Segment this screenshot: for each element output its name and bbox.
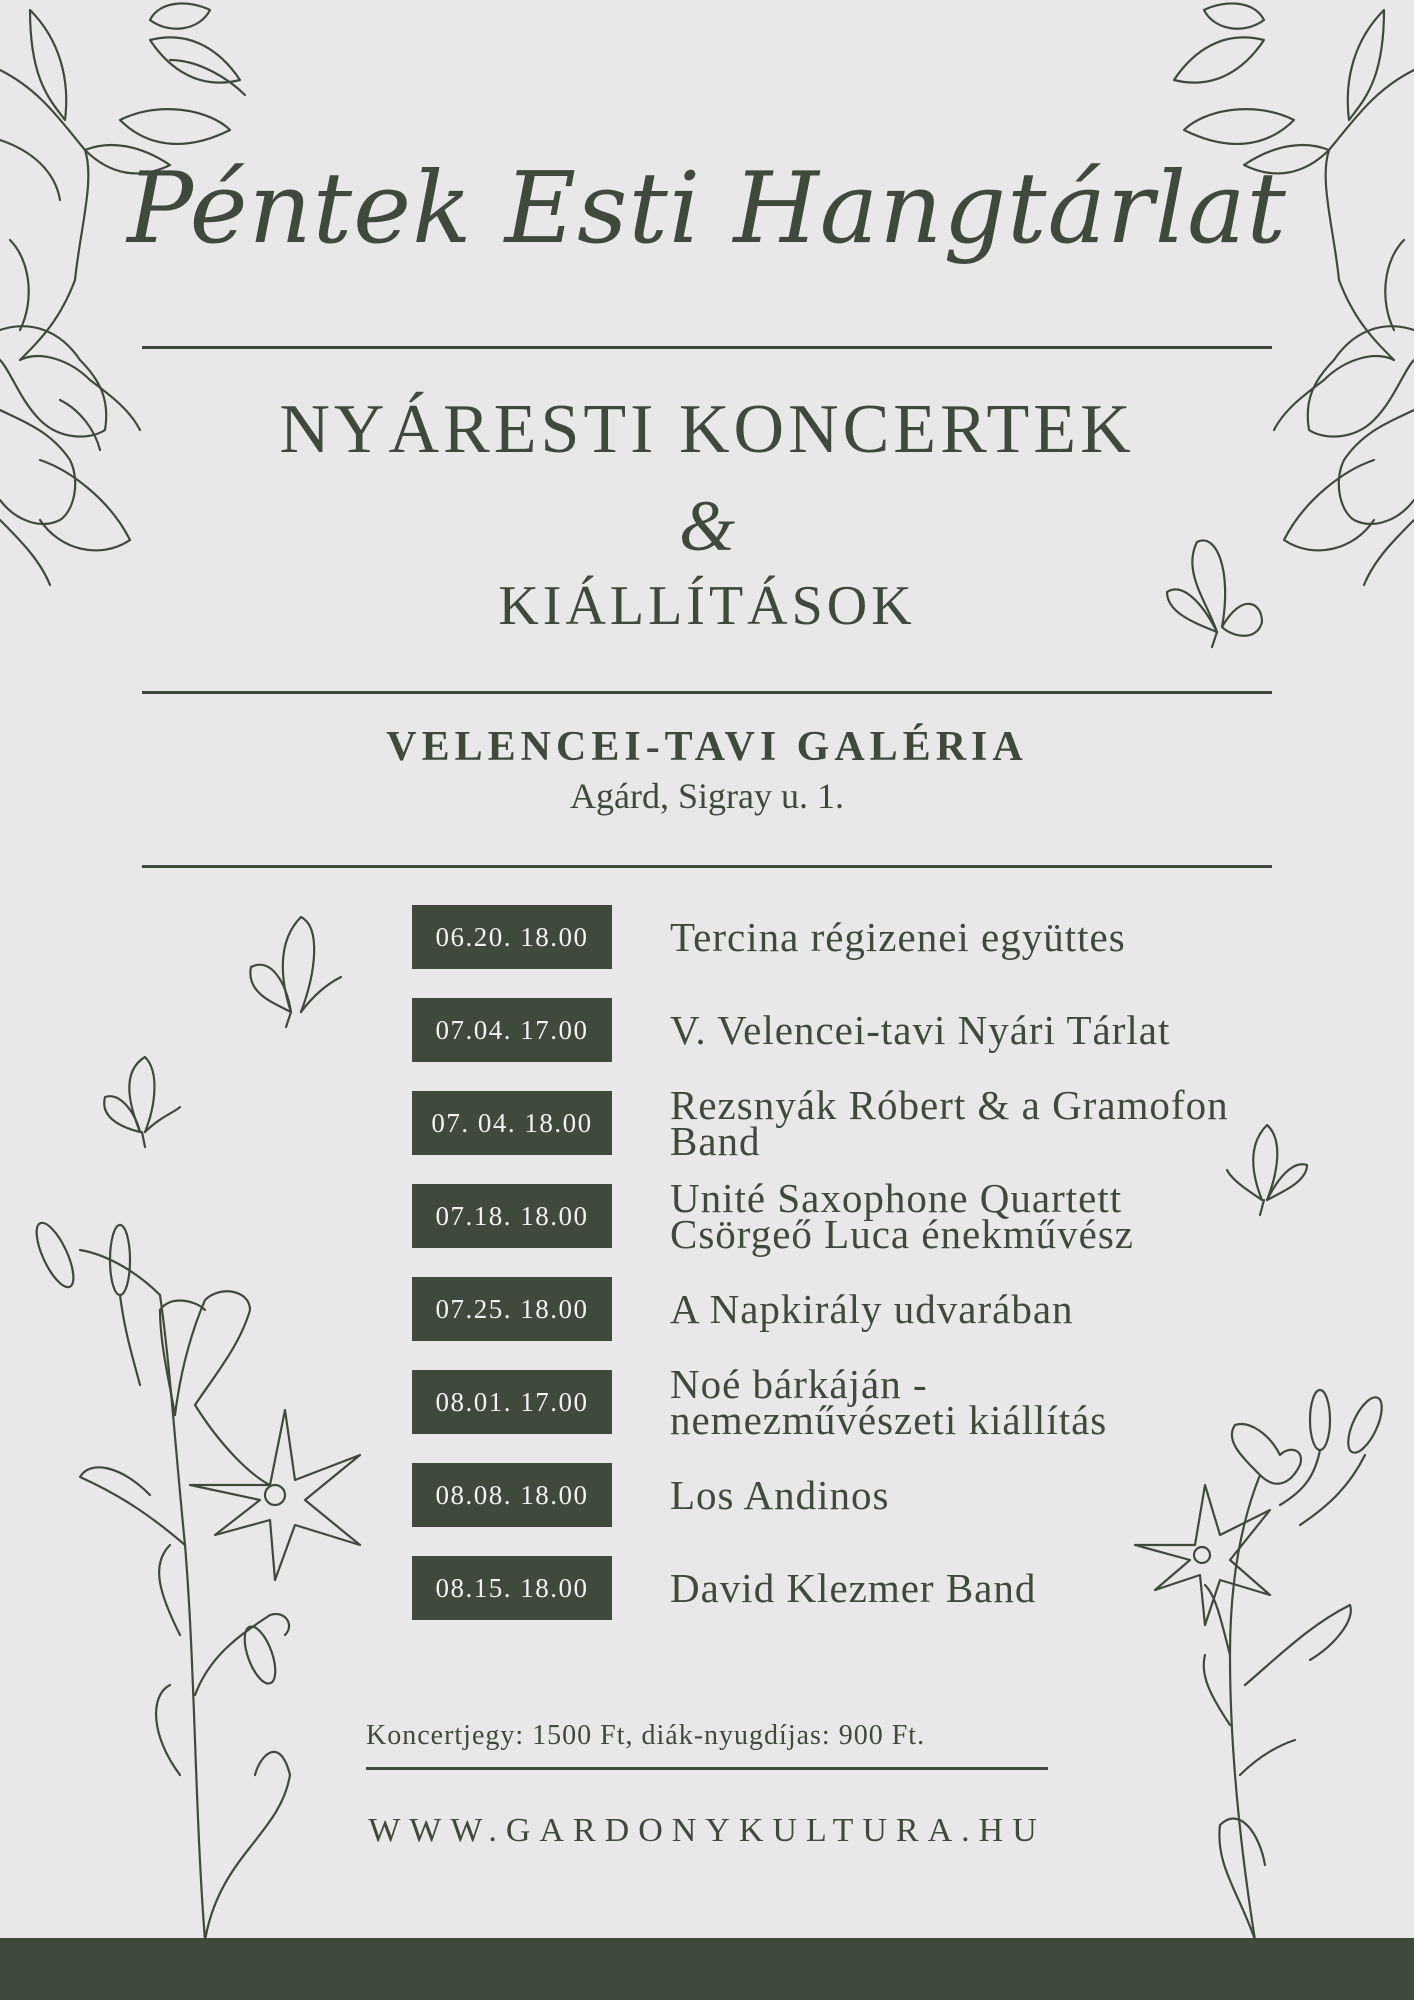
event-row [412,998,1292,1062]
event-date-badge: 06.20. 18.00 [412,905,612,969]
event-title-line: Rezsnyák Róbert & a Gramofon [670,1082,1229,1128]
event-title-line: Noé bárkáján - [670,1361,928,1407]
event-row [412,1556,1292,1620]
ticket-underline [366,1767,1048,1770]
event-row [412,1082,1292,1164]
event-date-badge: 08.15. 18.00 [412,1556,612,1620]
event-title-line: A Napkirály udvarában [670,1286,1074,1332]
event-title [670,914,1290,960]
event-date-badge: 07. 04. 18.00 [412,1091,612,1155]
divider-lower [142,865,1272,868]
event-row [412,1175,1292,1257]
event-title-line: nemezművészeti kiállítás [670,1397,1108,1443]
event-title [670,1082,1290,1164]
event-title-line: Unité Saxophone Quartett [670,1175,1123,1221]
event-title-line: David Klezmer Band [670,1565,1037,1611]
ticket-price-info: Koncertjegy: 1500 Ft, diák-nyugdíjas: 900 Ft. [366,1720,926,1751]
event-title-line: V. Velencei-tavi Nyári Tárlat [670,1007,1171,1053]
event-title-line: Csörgeő Luca énekművész [670,1211,1134,1257]
event-title-line: Los Andinos [670,1472,890,1518]
divider-middle [142,691,1272,694]
script-title: Péntek Esti Hangtárlat [127,152,1287,266]
event-row [412,1463,1292,1527]
website-link[interactable]: WWW.GARDONYKULTURA.HU [368,1812,1046,1849]
event-date-badge: 07.18. 18.00 [412,1184,612,1248]
event-date-badge: 08.01. 17.00 [412,1370,612,1434]
event-title [670,1007,1290,1053]
event-title-line: Tercina régizenei együttes [670,914,1126,960]
footer-bar [0,1938,1414,2000]
venue-address: Agárd, Sigray u. 1. [570,776,844,816]
butterfly-icon [246,912,346,1032]
event-row [412,1361,1292,1443]
butterfly-icon [100,1052,185,1152]
butterfly-left-lower [100,1052,185,1152]
event-title [670,1361,1290,1443]
ampersand: & [678,486,735,566]
heading-exhibitions: KIÁLLÍTÁSOK [498,575,916,637]
event-date-badge: 07.04. 17.00 [412,998,612,1062]
event-title [670,1286,1290,1332]
heading-concerts: NYÁRESTI KONCERTEK [279,391,1135,468]
event-title-line: Band [670,1118,761,1164]
event-title [670,1472,1290,1518]
event-row [412,905,1292,969]
event-date-badge: 08.08. 18.00 [412,1463,612,1527]
butterfly-left-upper [246,912,346,1032]
event-title [670,1175,1290,1257]
venue-name: VELENCEI-TAVI GALÉRIA [386,724,1028,770]
event-row [412,1277,1292,1341]
event-date-badge: 07.25. 18.00 [412,1277,612,1341]
divider-top [142,346,1272,349]
event-title [670,1565,1290,1611]
